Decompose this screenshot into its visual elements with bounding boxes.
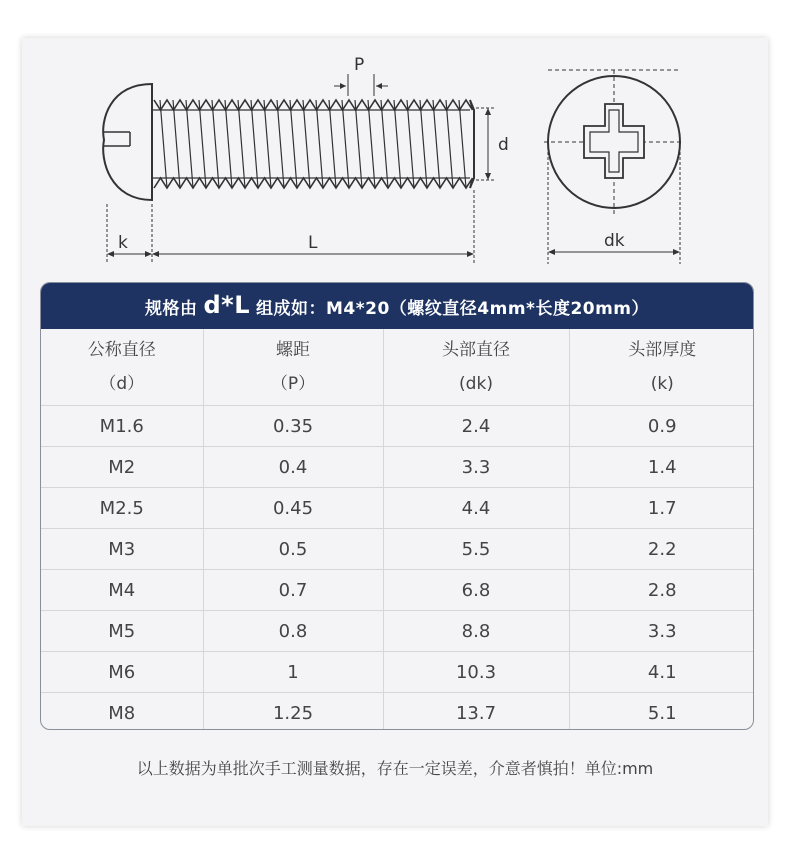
table-cell: 0.5 [203,529,383,570]
head-height-label: k [118,233,128,253]
screw-thread [154,100,473,188]
length-label: L [308,233,318,253]
table-cell: M8 [108,702,136,724]
table-title-prefix: 规格由 [144,298,198,319]
table-row [41,652,754,693]
spec-grid [41,329,754,730]
table-cell: 8.8 [383,611,569,652]
table-cell: 2.2 [569,529,754,570]
table-cell: M1.6 [41,406,203,447]
table-cell: 2.4 [383,406,569,447]
table-cell: 0.7 [203,570,383,611]
table-cell: 13.7 [383,693,569,731]
table-cell: M5 [41,611,203,652]
table-cell: 0.9 [569,406,754,447]
phillips-cross-icon [584,104,644,178]
table-cell: 0.35 [203,406,383,447]
table-cell: 0.45 [203,488,383,529]
table-cell: 3.3 [383,447,569,488]
column-header: 螺距 （P） [203,329,383,406]
diameter-label: d [498,135,509,155]
screw-head-side [103,84,152,200]
table-title-formula: d*L [203,291,250,319]
table-cell: 2.8 [569,570,754,611]
table-cell: 1.25 [203,693,383,731]
table-cell: 1.4 [569,447,754,488]
table-row [41,529,754,570]
pitch-label: P [354,55,365,75]
table-cell: 5.5 [383,529,569,570]
table-header-row [41,329,754,406]
table-cell: 1.7 [569,488,754,529]
table-cell: 10.3 [383,652,569,693]
table-cell: 4.1 [569,652,754,693]
table-cell: 6.8 [383,570,569,611]
table-cell: 1 [203,652,383,693]
table-row [41,406,754,447]
column-header: 头部厚度 (k) [569,329,754,406]
table-cell: 0.8 [203,611,383,652]
head-diameter-label: dk [604,231,625,251]
screw-dimension-drawing [0,0,790,280]
table-cell: M6 [41,652,203,693]
table-title-suffix: 组成如：M4*20（螺纹直径4mm*长度20mm） [256,298,650,319]
table-row [41,693,754,731]
table-cell: 4.4 [383,488,569,529]
table-row [41,447,754,488]
table-row [41,570,754,611]
column-header: 头部直径 (dk) [383,329,569,406]
table-title [41,283,753,329]
table-cell: M2.5 [41,488,203,529]
table-cell: 5.1 [569,693,754,731]
table-cell: 3.3 [569,611,754,652]
table-cell: 0.4 [203,447,383,488]
table-cell: M2 [41,447,203,488]
spec-table [40,282,754,730]
column-header: 公称直径 （d） [41,329,203,406]
measurement-note: 以上数据为单批次手工测量数据，存在一定误差，介意者慎拍！单位:mm [136,759,654,778]
table-row [41,611,754,652]
table-cell: M4 [41,570,203,611]
table-cell: M3 [41,529,203,570]
table-row [41,488,754,529]
